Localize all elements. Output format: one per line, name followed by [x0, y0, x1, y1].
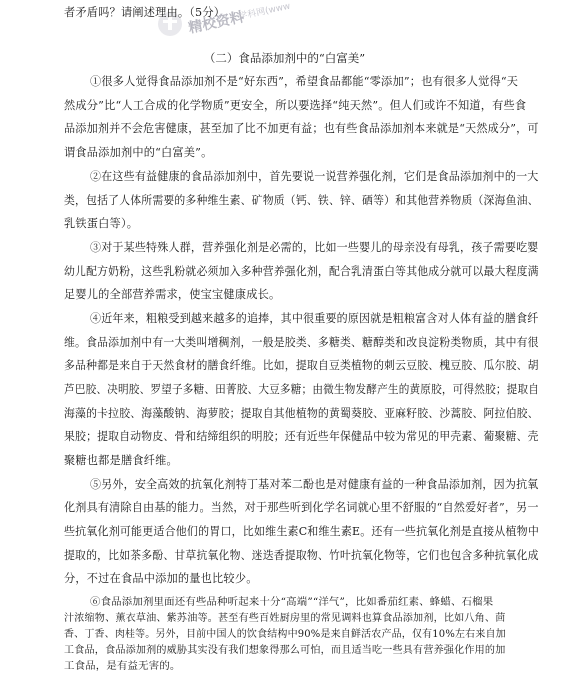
- text-line: ⑥食品添加剂里面还有些品种听起来十分“高端”“洋气”，比如番茄红素、蜂蜡、石榴果: [90, 596, 494, 608]
- text-line: ⑤另外，安全高效的抗氧化剂特丁基对苯二酚也是对健康有益的一种食品添加剂，因为抗氧: [90, 478, 539, 491]
- text-line: 然成分”比“人工合成的化学物质”更安全，所以要选择“纯天然”。但人们或许不知道，有些食: [64, 99, 527, 112]
- text-line: 品添加剂并不会危害健康，甚至加了比不加更有益；也有些食品添加剂本来就是“天然成分”，可: [64, 122, 539, 135]
- text-line: 维。食品添加剂中有一大类叫增稠剂，一般是胶类、多糖类、糖醇类和改良淀粉类物质，其中有很: [64, 336, 539, 349]
- text-line: 些抗氧化剂可能更适合他们的胃口，比如维生素C和维生素E。还有一些抗氧化剂是直接从植物中: [64, 525, 540, 538]
- text-line: 类，包括了人体所需要的多种维生素、矿物质（钙、铁、锌、硒等）和其他营养物质（深海鱼油、: [64, 194, 539, 207]
- text-line: 谓食品添加剂中的“白富美”。: [64, 146, 213, 159]
- text-line: 分，不过在食品中添加的量也比较少。: [64, 572, 258, 585]
- text-line: 汁浓缩物、薰衣草油、紫苏油等。甚至有些百姓厨房里的常见调料也算食品添加剂，比如八角、茴: [64, 612, 506, 624]
- section-title: （二）食品添加剂中的“白富美”: [203, 51, 366, 65]
- text-line: 聚糖也都是膳食纤维。: [64, 454, 178, 467]
- text-line: 幼儿配方奶粉，这些乳粉就必须加入多种营养强化剂，配合乳清蛋白等其他成分就可以最大程度满: [64, 265, 539, 278]
- text-line: ④近年来，粗粮受到越来越多的追捧，其中很重要的原因就是粗粮富含对人体有益的膳食纤: [90, 312, 539, 325]
- text-line: ①很多人觉得食品添加剂不是“好东西”，希望食品都能“零添加”；也有很多人觉得“天: [90, 75, 519, 88]
- text-line: 化剂具有清除自由基的能力。当然，对于那些听到化学名词就心里不舒服的“自然爱好者”，另一: [64, 501, 539, 514]
- text-line: 工食品，食品添加剂的威胁其实没有我们想象得那么可怕，而且适当吃一些具有营养强化作用的加: [64, 644, 506, 656]
- watermark-main-text: 精校资料: [187, 9, 246, 37]
- text-line: 工食品，是有益无害的。: [64, 660, 181, 672]
- watermark-sub-text: 学科网(www: [237, 1, 292, 23]
- text-line: 足婴儿的全部营养需求，使宝宝健康成长。: [64, 288, 281, 301]
- text-line: 海藻的卡拉胶、海藻酸钠、海萝胶；提取自其他植物的黄蜀葵胶、亚麻籽胶、沙蒿胶、阿拉伯胶、: [64, 407, 539, 420]
- text-line: ③对于某些特殊人群，营养强化剂是必需的，比如一些婴儿的母亲没有母乳，孩子需要吃婴: [90, 241, 539, 254]
- question-tail: 者矛盾吗？请阐述理由。（5分）: [64, 6, 226, 19]
- text-line: 多品种都是来自于天然食材的膳食纤维。比如，提取自豆类植物的刺云豆胶、槐豆胶、瓜尔胶、胡: [64, 359, 539, 372]
- text-line: 香、丁香、肉桂等。另外，目前中国人的饮食结构中90%是来自鲜活农产品，仅有10%左右来自加: [64, 628, 506, 640]
- text-line: 乳铁蛋白等）。: [64, 217, 139, 230]
- text-line: 提取的，比如茶多酚、甘草抗氧化物、迷迭香提取物、竹叶抗氧化物等，它们也包含多种抗氧化成: [64, 549, 539, 562]
- text-line: 果胶；提取自动物皮、骨和结缔组织的明胶；还有近些年保健品中较为常见的甲壳素、葡聚糖、壳: [64, 430, 539, 443]
- text-line: ②在这些有益健康的食品添加剂中，首先要说一说营养强化剂，它们是食品添加剂中的一大: [90, 170, 539, 183]
- text-line: 芦巴胶、决明胶、罗望子多糖、田菁胶、大豆多糖；由微生物发酵产生的黄原胶，可得然胶；提取自: [64, 383, 540, 396]
